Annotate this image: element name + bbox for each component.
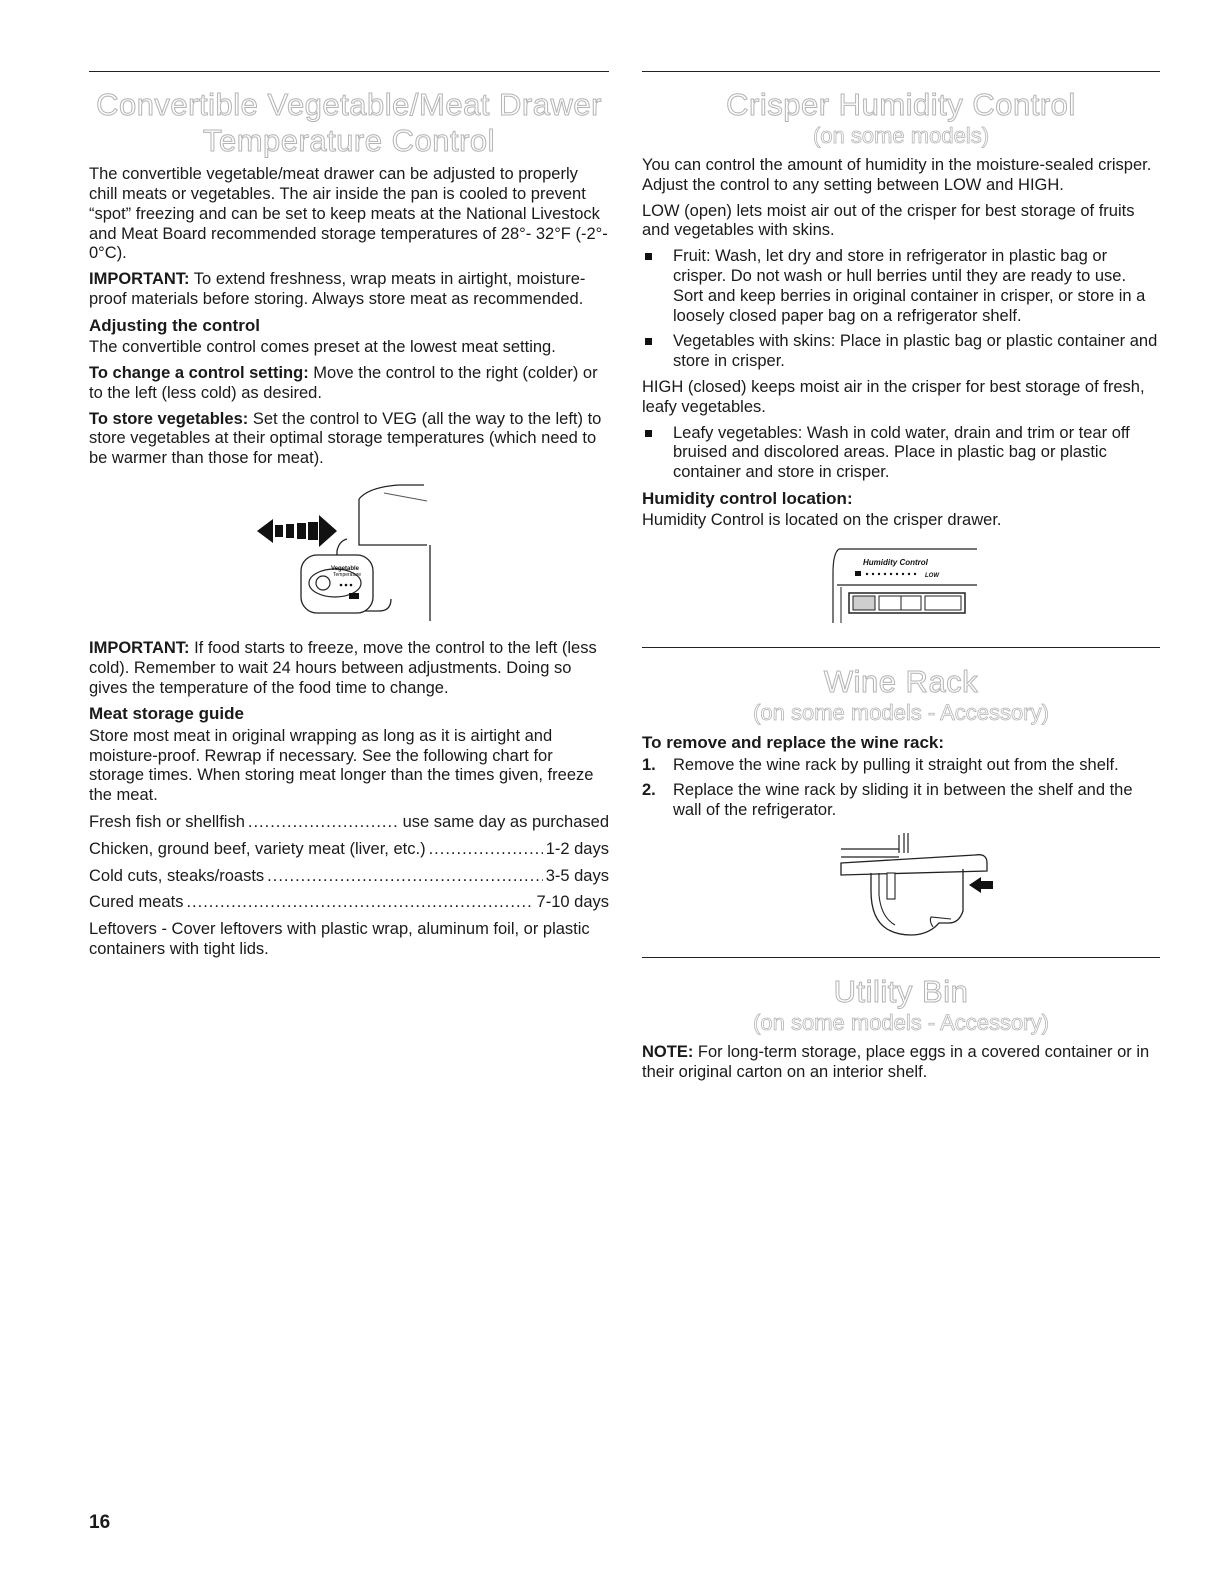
- svg-text:Vegetable: Vegetable: [331, 566, 360, 573]
- adjusting-text: The convertible control comes preset at the lowest meat setting.: [89, 338, 556, 357]
- list-item: 2. Replace the wine rack by sliding it in between the shelf and the wall of the refrigerator.: [642, 781, 1133, 820]
- crisper-title: Crisper Humidity Control: [726, 87, 1076, 122]
- low-bullets: [642, 247, 1160, 372]
- list-item: Vegetables with skins: Place in plastic bag or plastic container and store in crisper.: [642, 332, 1160, 372]
- utility-bin-subtitle: (on some models - Accessory): [753, 1009, 1049, 1035]
- guide-row: Cured meats ..... 7-10 days: [89, 893, 609, 913]
- guide-row: Chicken, ground beef, variety meat (liver, etc.) ..... 1-2 days: [89, 840, 609, 860]
- wine-rack-heading: To remove and replace the wine rack:: [642, 733, 945, 753]
- utility-bin-title: Utility Bin: [833, 973, 969, 1009]
- guide-row: Fresh fish or shellfish ..... use same day as purchased: [89, 813, 609, 833]
- drawer-title-line2: Temperature Control: [202, 122, 496, 158]
- wine-rack-steps: [642, 756, 1160, 821]
- list-item: Leafy vegetables: Wash in cold water, drain and trim or tear off bruised and discolored areas. Place in plastic bag or plastic container and store in crisper.: [642, 424, 1160, 483]
- wine-rack-subtitle: (on some models - Accessory): [753, 699, 1049, 725]
- figure-label-text: Humidity Control: [863, 558, 928, 568]
- utility-bin-note: NOTE: For long-term storage, place eggs in a covered container or in their original carton on an interior shelf.: [642, 1043, 1150, 1081]
- arrow-left-right-icon: [257, 515, 337, 547]
- square-bullet-icon: [645, 338, 652, 345]
- location-heading: Humidity control location:: [642, 488, 853, 508]
- humidity-control-illustration: [821, 543, 981, 633]
- left-column: [89, 71, 609, 966]
- drawer-title-line1: Convertible Vegetable/Meat Drawer: [96, 87, 602, 122]
- wine-rack-illustration: [791, 829, 1011, 947]
- figure-scale-text: LOW: [925, 573, 939, 580]
- crisper-subtitle: (on some models): [812, 122, 990, 148]
- svg-text:Temperature: Temperature: [333, 572, 362, 579]
- guide-row: Cold cuts, steaks/roasts ..... 3-5 days: [89, 867, 609, 887]
- list-item: 1. Remove the wine rack by pulling it straight out from the shelf.: [642, 755, 1119, 774]
- adjusting-heading: Adjusting the control: [89, 315, 260, 335]
- drawer-control-illustration: [249, 479, 449, 629]
- list-item: Fruit: Wash, let dry and store in refrigerator in plastic bag or crisper. Do not wash or hull berries until they are ready to use. Sort and keep berries in original container in crisper, or store in a loosely closed paper bag on a refrigerator shelf.: [642, 247, 1160, 326]
- change-setting-text: To change a control setting: Move the control to the right (colder) or to the left (less cold) as desired.: [89, 364, 598, 402]
- drawer-intro: The convertible vegetable/meat drawer can be adjusted to properly chill meats or vegetables. The air inside the pan is cooled to prevent “spot” freezing and can be set to keep meats at the National Livestock and Meat Board recommended storage temperatures of 28°- 32°F (-2°- 0°C).: [89, 165, 608, 263]
- crisper-intro: You can control the amount of humidity in the moisture-sealed crisper. Adjust the control to any setting between LOW and HIGH.: [642, 156, 1152, 194]
- meat-guide-table: [89, 813, 609, 913]
- high-setting-text: HIGH (closed) keeps moist air in the crisper for best storage of fresh, leafy vegetables.: [642, 378, 1145, 416]
- leftovers-text: Leftovers - Cover leftovers with plastic wrap, aluminum foil, or plastic containers with tight lids.: [89, 920, 590, 958]
- meat-guide-text: Store most meat in original wrapping as long as it is airtight and moisture-proof. Rewrap if necessary. See the following chart for storage times. When storing meat longer than the times given, freeze the meat.: [89, 726, 594, 805]
- wine-rack-title: Wine Rack: [823, 664, 979, 700]
- square-bullet-icon: [645, 253, 652, 260]
- location-text: Humidity Control is located on the crisper drawer.: [642, 511, 1002, 530]
- page-number: 16: [89, 1512, 111, 1533]
- important-note-2: IMPORTANT: If food starts to freeze, move the control to the left (less cold). Remember to wait 24 hours between adjustments. Doing so gives the temperature of the food time to change.: [89, 639, 597, 697]
- low-setting-text: LOW (open) lets moist air out of the crisper for best storage of fruits and vegetables with skins.: [642, 201, 1135, 240]
- store-vegetables-text: To store vegetables: Set the control to VEG (all the way to the left) to store vegetables at their optimal storage temperatures (which need to be warmer than those for meat).: [89, 409, 602, 468]
- arrow-left-icon: [969, 877, 993, 893]
- important-note-1: IMPORTANT: To extend freshness, wrap meats in airtight, moisture-proof materials before storing. Always store meat as recommended.: [89, 270, 586, 309]
- high-bullets: [642, 424, 1160, 483]
- meat-guide-heading: Meat storage guide: [89, 704, 244, 724]
- right-column: [642, 71, 1160, 1089]
- square-bullet-icon: [645, 430, 652, 437]
